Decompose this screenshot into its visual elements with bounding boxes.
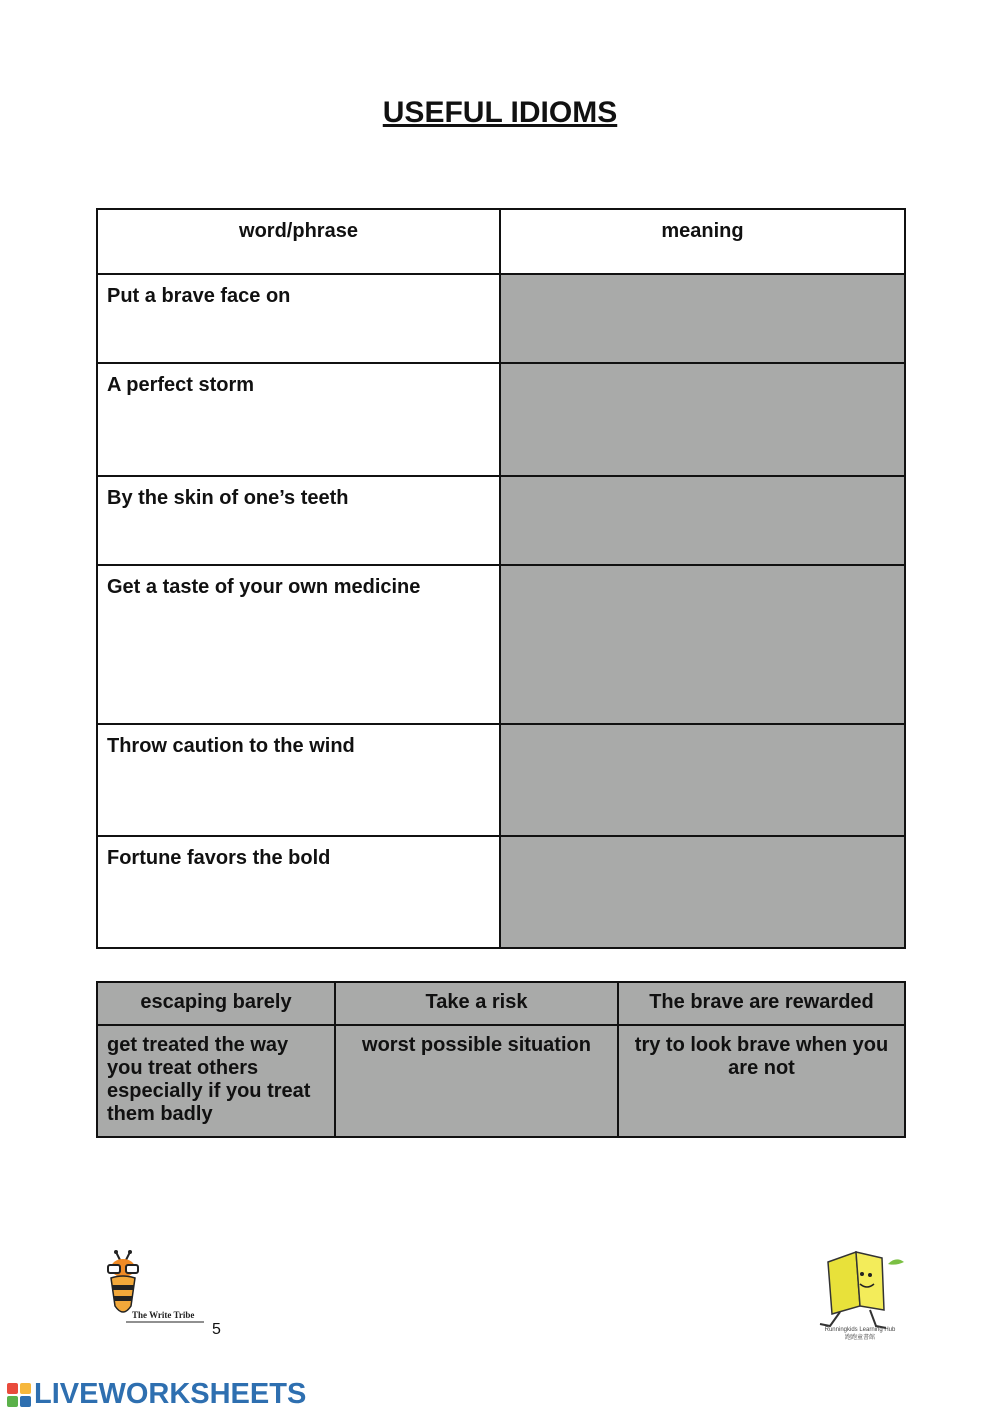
table-header-row: [97, 209, 905, 274]
table-row: [97, 363, 905, 476]
meaning-answer-field[interactable]: [500, 565, 905, 724]
meaning-answer-field[interactable]: [500, 836, 905, 948]
answer-option: get treated the way you treat others especially if you treat them badly: [97, 1025, 335, 1137]
phrase-cell: Get a taste of your own medicine: [97, 565, 500, 724]
liveworksheets-brand: [6, 1378, 306, 1411]
table-row: [97, 836, 905, 948]
answer-option: Take a risk: [335, 982, 618, 1025]
answer-option: The brave are rewarded: [618, 982, 905, 1025]
phrase-cell: A perfect storm: [97, 363, 500, 476]
meaning-answer-field[interactable]: [500, 274, 905, 363]
table-row: [97, 274, 905, 363]
runningkids-logo: [810, 1244, 910, 1344]
brand-text: LIVEWORKSHEETS: [34, 1378, 307, 1410]
runningkids-logo-text: Runningkids Learning Hub: [824, 1327, 896, 1333]
table-row: [97, 476, 905, 565]
meaning-answer-field[interactable]: [500, 363, 905, 476]
bee-icon: [100, 1248, 210, 1328]
answer-bank-table: [96, 981, 906, 1138]
table-row: [97, 724, 905, 836]
page-title: USEFUL IDIOMS: [382, 96, 618, 129]
write-tribe-logo-text: The Write Tribe: [132, 1310, 195, 1320]
phrase-cell: Put a brave face on: [97, 274, 500, 363]
answer-bank-row: [97, 982, 905, 1025]
answer-bank-row: [97, 1025, 905, 1137]
header-word-phrase: word/phrase: [97, 209, 500, 274]
header-meaning: meaning: [500, 209, 905, 274]
running-book-icon: [810, 1244, 910, 1344]
runningkids-logo-subtext: 跑跑童書館: [844, 1334, 876, 1341]
idioms-table: [96, 208, 906, 949]
answer-option: escaping barely: [97, 982, 335, 1025]
page-number: 5: [212, 1321, 221, 1338]
answer-option: worst possible situation: [335, 1025, 618, 1137]
phrase-cell: Fortune favors the bold: [97, 836, 500, 948]
liveworksheets-logo-icon: [6, 1382, 32, 1408]
meaning-answer-field[interactable]: [500, 476, 905, 565]
table-row: [97, 565, 905, 724]
answer-option: try to look brave when you are not: [618, 1025, 905, 1137]
phrase-cell: By the skin of one’s teeth: [97, 476, 500, 565]
phrase-cell: Throw caution to the wind: [97, 724, 500, 836]
write-tribe-logo: [100, 1248, 210, 1328]
meaning-answer-field[interactable]: [500, 724, 905, 836]
